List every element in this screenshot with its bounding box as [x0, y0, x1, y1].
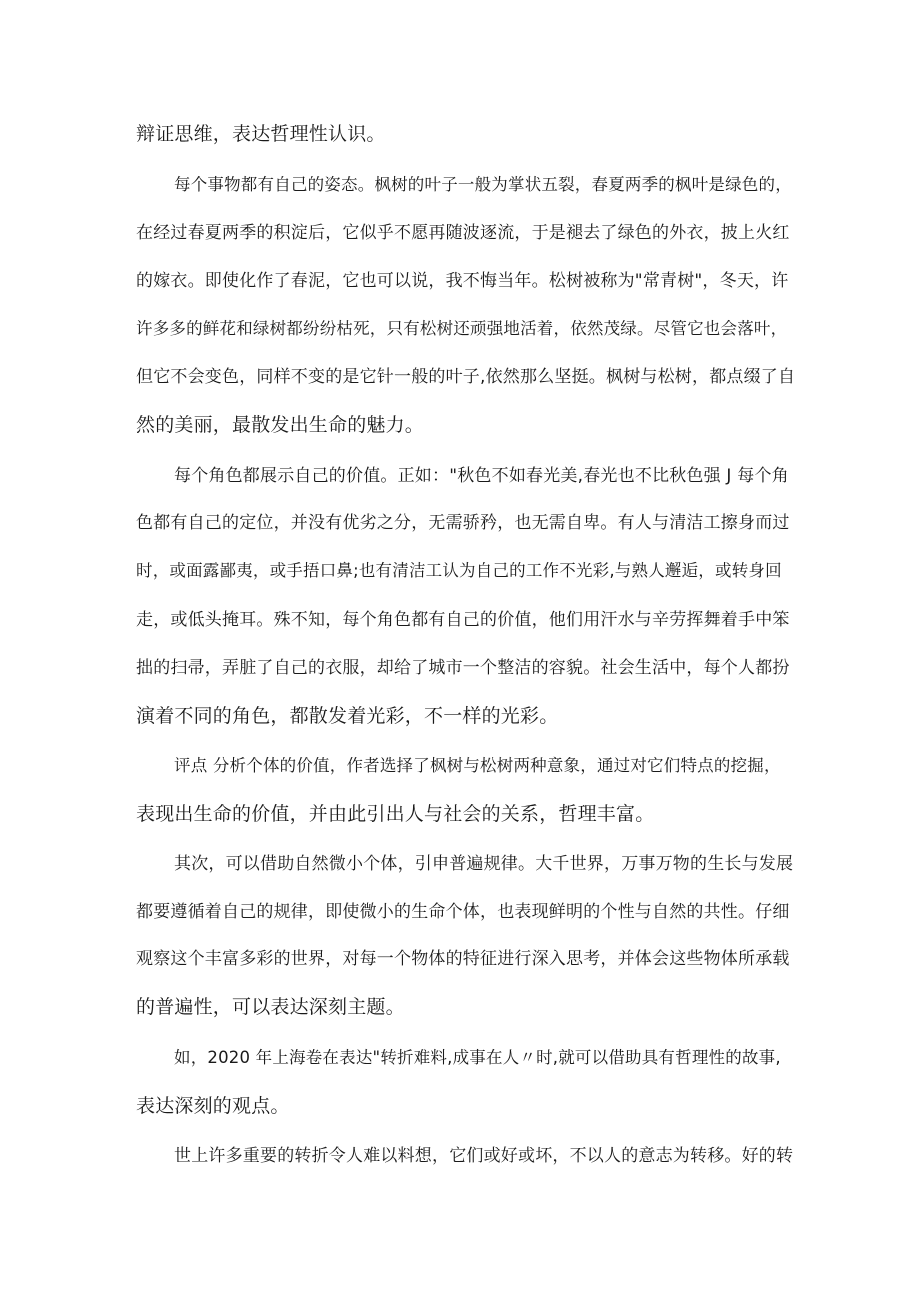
text-line: 然的美丽，最散发出生命的魅力。 [136, 414, 425, 436]
text-line: 走，或低头掩耳。殊不知，每个角色都有自己的价值，他们用汗水与辛劳挥舞着手中笨 [136, 610, 790, 630]
text-line: 的普遍性，可以表达深刻主题。 [136, 996, 405, 1018]
text-line: 拙的扫帚，弄脏了自己的衣服，却给了城市一个整洁的容貌。社会生活中，每个人都扮 [136, 658, 790, 678]
text-line: 其次，可以借助自然微小个体，引申普遍规律。大千世界，万事万物的生长与发展 [174, 854, 794, 874]
text-line: 都要遵循着自己的规律，即使微小的生命个体，也表现鲜明的个性与自然的共性。仔细 [136, 902, 790, 922]
text-line: 观察这个丰富多彩的世界，对每一个物体的特征进行深入思考，并体会这些物体所承载 [136, 949, 790, 969]
text-line: 但它不会变色，同样不变的是它针一般的叶子,依然那么坚挺。枫树与松树，都点缀了自 [136, 367, 796, 387]
text-line: 辩证思维，表达哲理性认识。 [136, 123, 386, 145]
text-line: 如，2020 年上海卷在表达"转折难料,成事在人〃时,就可以借助具有哲理性的故事, [174, 1048, 781, 1067]
text-line: 世上许多重要的转折令人难以料想，它们或好或坏，不以人的意志为转移。好的转 [174, 1146, 794, 1166]
text-line: 每个事物都有自己的姿态。枫树的叶子一般为掌状五裂，春夏两季的枫叶是绿色的， [174, 175, 792, 194]
text-line: 许多多的鲜花和绿树都纷纷枯死，只有松树还顽强地活着，依然茂绿。尽管它也会落叶， [136, 319, 788, 338]
text-line: 表现出生命的价值，并由此引出人与社会的关系，哲理丰富。 [136, 803, 655, 825]
text-line: 评点 分析个体的价值，作者选择了枫树与松树两种意象，通过对它们特点的挖掘， [174, 756, 781, 775]
text-line: 色都有自己的定位，并没有优劣之分，无需骄矜，也无需自卑。有人与清洁工擦身而过 [136, 513, 790, 533]
text-line: 时，或面露鄙夷，或手捂口鼻;也有清洁工认为自己的工作不光彩,与熟人邂逅，或转身回 [136, 561, 782, 580]
text-line: 每个角色都展示自己的价值。正如："秋色不如春光美,春光也不比秋色强 J 每个角 [174, 466, 789, 486]
text-line: 在经过春夏两季的积淀后，它似乎不愿再随波逐流，于是褪去了绿色的外衣，披上火红 [136, 223, 790, 243]
text-line: 演着不同的角色，都散发着光彩，不一样的光彩。 [136, 705, 559, 727]
text-line: 的嫁衣。即使化作了春泥，它也可以说，我不悔当年。松树被称为"常青树"，冬天，许 [136, 271, 789, 291]
text-line: 表达深刻的观点。 [136, 1095, 290, 1117]
